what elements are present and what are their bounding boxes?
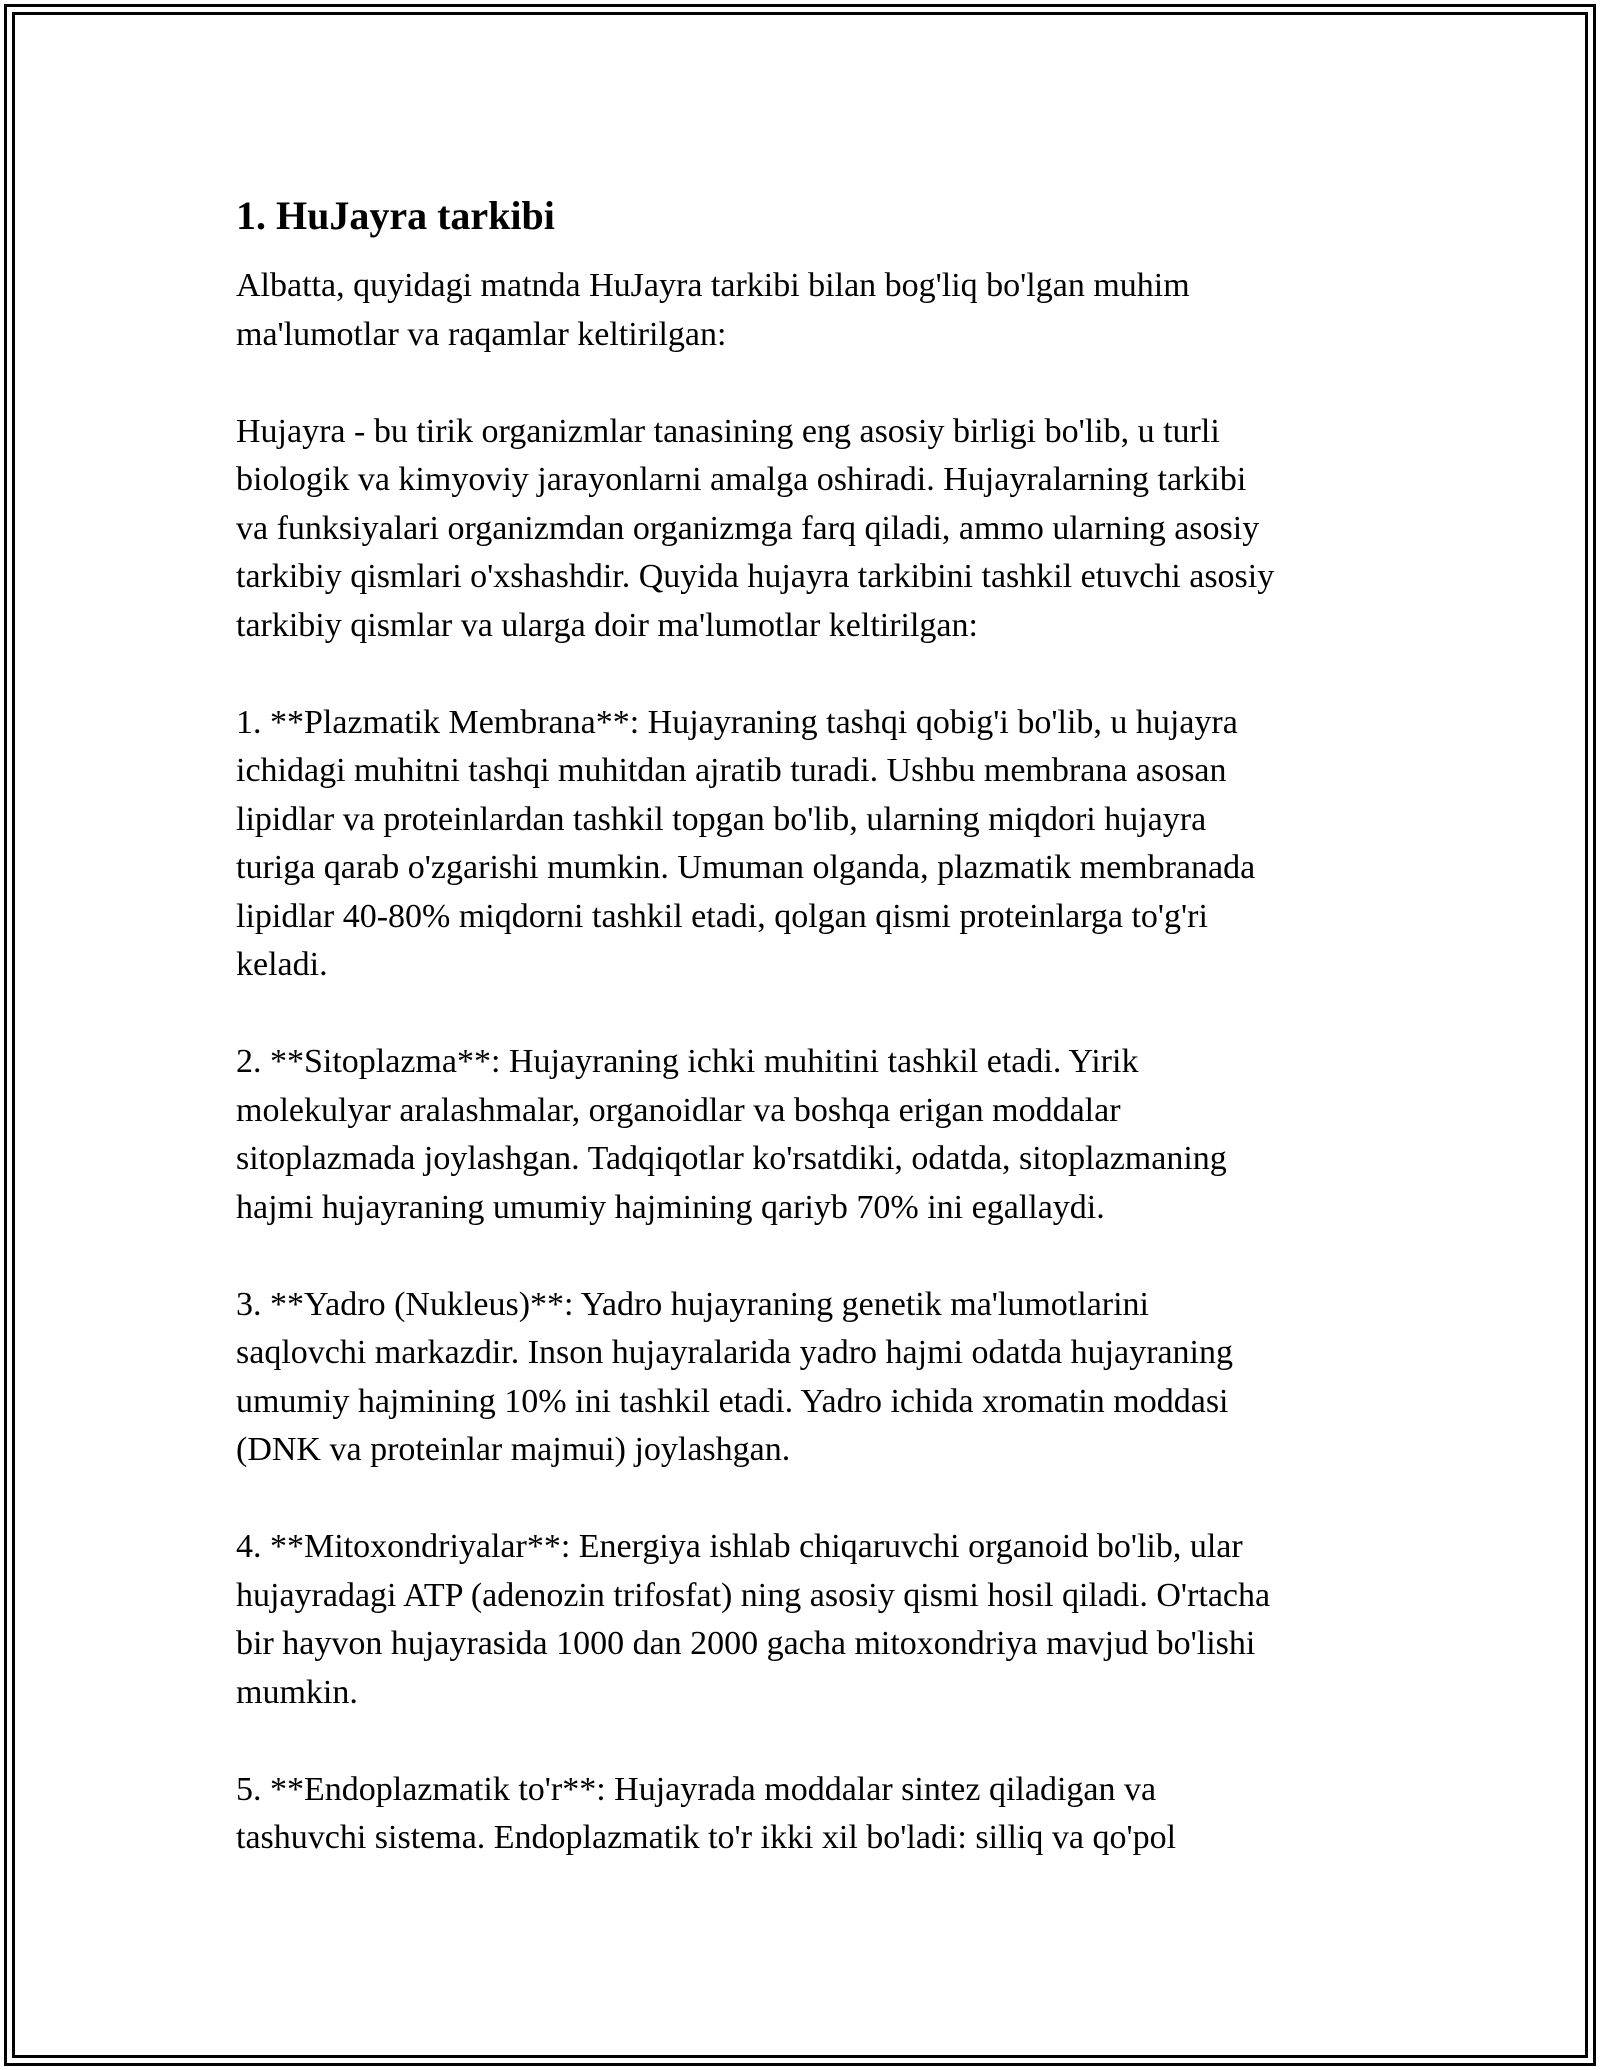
text-line: hajmi hujayraning umumiy hajmining qariyb 70% ini egallaydi.	[236, 1188, 1105, 1226]
text-line: 4. **Mitoxondriyalar**: Energiya ishlab chiqaruvchi organoid bo'lib, ular	[236, 1528, 1243, 1565]
text-line: 5. **Endoplazmatik to'r**: Hujayrada moddalar sintez qiladigan va	[236, 1770, 1157, 1808]
document-body	[236, 190, 1366, 1911]
text-line: Hujayra - bu tirik organizmlar tanasining eng asosiy birligi bo'lib, u turli	[236, 412, 1220, 450]
text-line: 1. **Plazmatik Membrana**: Hujayraning tashqi qobig'i bo'lib, u hujayra	[236, 703, 1238, 741]
paragraph-plasma-membrane	[236, 699, 1366, 990]
text-line: sitoplazmada joylashgan. Tadqiqotlar ko'rsatdiki, odatda, sitoplazmaning	[236, 1140, 1227, 1177]
text-line: tarkibiy qismlar va ularga doir ma'lumotlar keltirilgan:	[236, 606, 978, 644]
text-line: saqlovchi markazdir. Inson hujayralarida yadro hajmi odatda hujayraning	[236, 1334, 1234, 1371]
text-line: va funksiyalari organizmdan organizmga farq qiladi, ammo ularning asosiy	[236, 509, 1260, 547]
paragraph-overview	[236, 408, 1366, 651]
text-line: Albatta, quyidagi matnda HuJayra tarkibi bilan bog'liq bo'lgan muhim	[236, 267, 1190, 304]
text-line: 3. **Yadro (Nukleus)**: Yadro hujayraning genetik ma'lumotlarini	[236, 1285, 1150, 1323]
text-line: tashuvchi sistema. Endoplazmatik to'r ikki xil bo'ladi: silliq va qo'pol	[236, 1819, 1177, 1856]
text-line: hujayradagi ATP (adenozin trifosfat) ning asosiy qismi hosil qiladi. O'rtacha	[236, 1576, 1271, 1614]
paragraph-nucleus	[236, 1281, 1366, 1475]
paragraph-cytoplasm	[236, 1038, 1366, 1232]
text-line: molekulyar aralashmalar, organoidlar va boshqa erigan moddalar	[236, 1091, 1121, 1129]
text-line: keladi.	[236, 946, 328, 983]
text-line: ichidagi muhitni tashqi muhitdan ajratib turadi. Ushbu membrana asosan	[236, 752, 1227, 789]
text-line: (DNK va proteinlar majmui) joylashgan.	[236, 1431, 791, 1468]
document-title: 1. HuJayra tarkibi	[236, 193, 555, 238]
text-line: biologik va kimyoviy jarayonlarni amalga oshiradi. Hujayralarning tarkibi	[236, 461, 1247, 498]
text-line: lipidlar 40-80% miqdorni tashkil etadi, qolgan qismi proteinlarga to'g'ri	[236, 897, 1208, 935]
paragraph-intro	[236, 262, 1366, 359]
text-line: tarkibiy qismlari o'xshashdir. Quyida hujayra tarkibini tashkil etuvchi asosiy	[236, 558, 1275, 595]
text-line: ma'lumotlar va raqamlar keltirilgan:	[236, 315, 727, 353]
text-line: bir hayvon hujayrasida 1000 dan 2000 gacha mitoxondriya mavjud bo'lishi	[236, 1625, 1256, 1662]
text-line: lipidlar va proteinlardan tashkil topgan bo'lib, ularning miqdori hujayra	[236, 800, 1207, 838]
paragraph-mitochondria	[236, 1523, 1366, 1717]
text-line: 2. **Sitoplazma**: Hujayraning ichki muhitini tashkil etadi. Yirik	[236, 1043, 1139, 1080]
text-line: umumiy hajmining 10% ini tashkil etadi. Yadro ichida xromatin moddasi	[236, 1382, 1229, 1420]
text-line: turiga qarab o'zgarishi mumkin. Umuman olganda, plazmatik membranada	[236, 849, 1256, 886]
paragraph-endoplasmic-reticulum	[236, 1766, 1366, 1863]
text-line: mumkin.	[236, 1673, 358, 1711]
